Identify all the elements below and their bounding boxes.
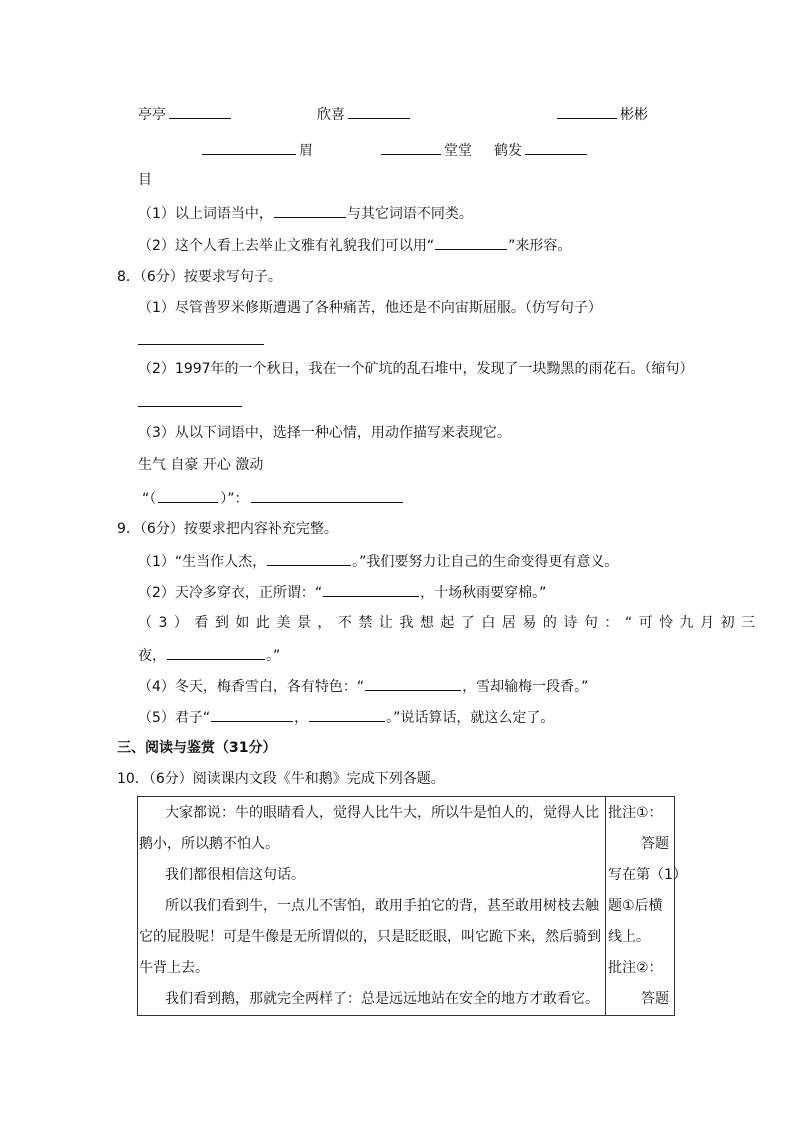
- answer-blank[interactable]: [525, 140, 587, 155]
- answer-blank[interactable]: [309, 707, 385, 722]
- passage-line: 我们看到鹅，那就完全两样了：总是远远地站在安全的地方才敢看它。: [165, 991, 599, 1007]
- answer-blank[interactable]: [381, 140, 441, 155]
- q9-title: 9．（6分）按要求把内容补充完整。: [117, 521, 338, 537]
- annotation-text: 题①后横: [608, 898, 663, 914]
- annotation-text: 答题: [641, 836, 669, 852]
- passage-line: 大家都说：牛的眼睛看人，觉得人比牛大，所以牛是怕人的，觉得人比: [165, 805, 599, 821]
- answer-blank[interactable]: [169, 104, 231, 119]
- answer-line[interactable]: [138, 406, 242, 407]
- word-label: 亭亭: [138, 107, 166, 123]
- word-label: 堂堂: [444, 143, 472, 159]
- word-item-5: [381, 140, 472, 161]
- q8-sub-2: （2）1997年的一个秋日，我在一个矿坑的乱石堆中，发现了一块黝黑的雨花石。（缩句）: [138, 361, 694, 377]
- word-label: 彬彬: [620, 107, 648, 123]
- answer-blank[interactable]: [365, 676, 461, 691]
- answer-blank[interactable]: [167, 645, 265, 660]
- answer-blank[interactable]: [158, 488, 218, 503]
- word-label: 眉: [299, 143, 313, 159]
- answer-blank[interactable]: [435, 235, 507, 250]
- passage-line: 它的屁股呢！可是牛像是无所谓似的，只是眨眨眼，叫它跪下来，然后骑到: [139, 929, 601, 945]
- column-divider: [605, 796, 606, 1016]
- q8-title: 8．（6分）按要求写句子。: [117, 269, 282, 285]
- word-item-7: [138, 170, 152, 190]
- q9-sub-4: （4）冬天，梅香雪白，各有特色：“ ，雪却输梅一段香。”: [138, 676, 588, 697]
- q10-title: 10．（6分）阅读课内文段《牛和鹅》完成下列各题。: [117, 771, 445, 787]
- word-label: 目: [138, 172, 152, 188]
- answer-blank[interactable]: [267, 551, 351, 566]
- word-label: 鹤发: [494, 143, 522, 159]
- q9-sub-1: （1）“生当作人杰， 。”我们要努力让自己的生命变得更有意义。: [138, 551, 618, 572]
- answer-blank[interactable]: [202, 140, 296, 155]
- q9-sub-3-line2: 夜， 。”: [138, 645, 280, 666]
- annotation-text: 写在第（1）: [608, 867, 687, 883]
- q9-sub-5: （5）君子“ ， 。”说话算话，就这么定了。: [138, 707, 554, 728]
- answer-blank[interactable]: [557, 104, 617, 119]
- word-label: 欣喜: [317, 107, 345, 123]
- annotation-2-label: 批注②：: [608, 960, 663, 976]
- passage-line: 所以我们看到牛，一点儿不害怕，敢用手拍它的背，甚至敢用树枝去触: [165, 898, 599, 914]
- word-item-3: [557, 104, 648, 125]
- q7-sub-1: （1）以上词语当中， 与其它词语不同类。: [138, 203, 473, 224]
- answer-blank[interactable]: [211, 707, 293, 722]
- answer-blank[interactable]: [348, 104, 410, 119]
- q9-sub-3-line1: （3）看到如此美景，不禁让我想起了白居易的诗句：“可怜九月初三: [138, 615, 762, 631]
- section-heading: 三、阅读与鉴赏（31分）: [117, 740, 277, 756]
- q8-sub-1: （1）尽管普罗米修斯遭遇了各种痛苦，他还是不向宙斯屈服。（仿写句子）: [138, 300, 602, 316]
- annotation-text: 答题: [641, 991, 669, 1007]
- q8-options: 生气 自豪 开心 激动: [138, 457, 264, 473]
- annotation-text: 线上。: [608, 929, 650, 945]
- answer-blank[interactable]: [251, 488, 403, 503]
- q7-sub-2: （2）这个人看上去举止文雅有礼貌我们可以用“ ”来形容。: [138, 235, 571, 256]
- answer-blank[interactable]: [323, 582, 419, 597]
- answer-blank[interactable]: [274, 203, 346, 218]
- passage-line: 我们都很相信这句话。: [165, 867, 305, 883]
- q8-sub-3: （3）从以下词语中，选择一种心情，用动作描写来表现它。: [138, 425, 511, 441]
- answer-line[interactable]: [138, 344, 264, 345]
- annotation-1-label: 批注①：: [608, 805, 663, 821]
- word-item-2: [317, 104, 413, 125]
- word-item-6: [494, 140, 590, 161]
- q9-sub-2: （2）天冷多穿衣，正所谓：“ ，十场秋雨要穿棉。”: [138, 582, 546, 603]
- word-item-1: [138, 104, 234, 125]
- q8-answer-template: “（ ）”：: [142, 488, 405, 509]
- passage-line: 鹅小，所以鹅不怕人。: [139, 836, 279, 852]
- passage-line: 牛背上去。: [139, 960, 209, 976]
- word-item-4: [202, 140, 313, 161]
